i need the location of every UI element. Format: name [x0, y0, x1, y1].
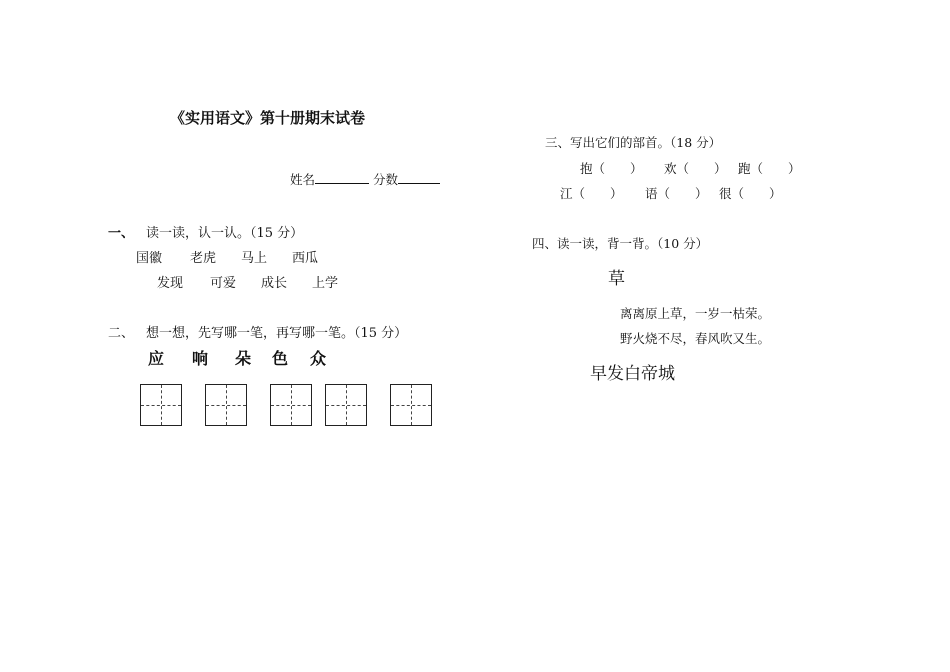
section1-number: 一、 [108, 226, 135, 241]
name-blank[interactable] [315, 171, 369, 184]
score-label: 分数 [373, 172, 399, 187]
section1-word-6: 成长 [261, 276, 288, 291]
section2-number: 二、 [108, 326, 135, 341]
section1-word-0: 国徽 [136, 251, 163, 266]
poem1-line-2: 野火烧不尽，春风吹又生。 [620, 331, 771, 346]
student-info [290, 170, 440, 188]
poem1-line-1: 离离原上草，一岁一枯荣。 [620, 306, 771, 321]
writing-grid-box[interactable] [140, 384, 182, 426]
radical-item-0: 抱（ ） [580, 161, 643, 176]
section1-word-3: 西瓜 [292, 251, 319, 266]
stroke-char-3: 色 [272, 349, 289, 368]
section1-word-2: 马上 [241, 251, 268, 266]
section1-heading: 读一读，认一认。（15 分） [146, 226, 304, 241]
writing-grid-box[interactable] [205, 384, 247, 426]
page-title: 《实用语文》第十册期末试卷 [170, 109, 366, 127]
section4-heading: 四、读一读，背一背。（10 分） [532, 236, 709, 251]
radical-item-3: 江（ ） [560, 186, 623, 201]
writing-grid-box[interactable] [390, 384, 432, 426]
stroke-char-2: 朵 [235, 349, 252, 368]
radical-item-5: 很（ ） [719, 186, 782, 201]
radical-item-2: 跑（ ） [738, 161, 801, 176]
section1-word-4: 发现 [157, 276, 184, 291]
section1-word-1: 老虎 [190, 251, 217, 266]
section1-word-5: 可爱 [210, 276, 237, 291]
score-blank[interactable] [398, 171, 440, 184]
radical-item-4: 语（ ） [645, 186, 708, 201]
section2-heading: 想一想，先写哪一笔，再写哪一笔。（15 分） [146, 326, 408, 341]
stroke-char-0: 应 [148, 349, 165, 368]
stroke-char-4: 众 [310, 349, 327, 368]
stroke-char-1: 响 [192, 349, 209, 368]
poem1-title: 草 [608, 269, 625, 289]
poem2-title: 早发白帝城 [590, 364, 675, 384]
name-label: 姓名 [290, 172, 316, 187]
section1-word-7: 上学 [312, 276, 339, 291]
writing-grid-box[interactable] [270, 384, 312, 426]
section3-heading: 三、写出它们的部首。（18 分） [545, 135, 722, 150]
radical-item-1: 欢（ ） [664, 161, 727, 176]
writing-grid-box[interactable] [325, 384, 367, 426]
